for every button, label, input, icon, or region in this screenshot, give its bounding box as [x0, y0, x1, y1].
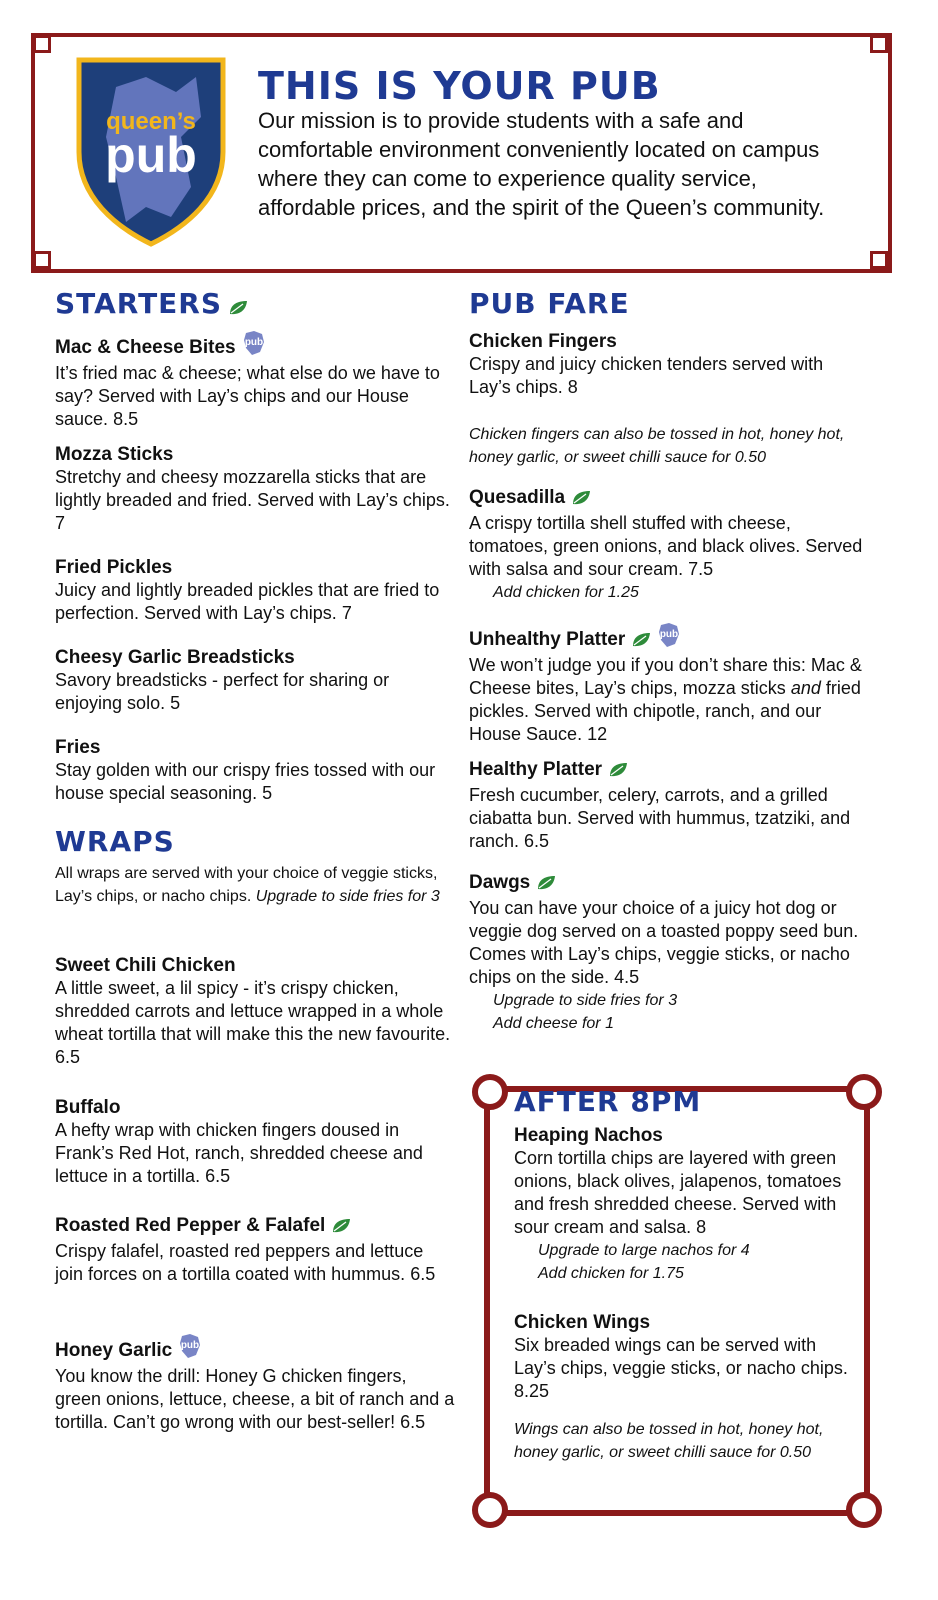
item-title: Buffalo: [55, 1097, 121, 1118]
desc-text: A little sweet, a lil spicy - it’s crispy chicken, shredded carrots and lettuce wrapped in a whole wheat tortilla that will make this the new favourite.: [55, 978, 451, 1044]
frame-corner: [33, 35, 51, 53]
item-addon: Upgrade to large nachos for 4: [538, 1242, 750, 1259]
item-title: Mozza Sticks: [55, 444, 174, 465]
section-title: AFTER 8PM: [514, 1085, 702, 1118]
item-description: [55, 362, 455, 431]
item-price: 8: [696, 1217, 707, 1237]
menu-item: [55, 443, 455, 535]
item-description: [469, 897, 869, 989]
vegetarian-leaf-icon: [608, 761, 628, 784]
menu-item: [55, 330, 455, 431]
desc-text: You know the drill: Honey G chicken fingers, green onions, lettuce, cheese, a bit of ranch and a tortilla. Can’t go wrong with our best-seller!: [55, 1366, 455, 1432]
menu-item: [469, 486, 869, 604]
after8-note: Wings can also be tossed in hot, honey hot, honey garlic, or sweet chilli sauce for 0.50: [514, 1421, 824, 1461]
item-addon: Add chicken for 1.25: [493, 584, 639, 601]
item-price: 6.5: [400, 1412, 426, 1432]
wraps-note-upgrade: Upgrade to side fries for 3: [255, 888, 440, 905]
frame-notch: [846, 1492, 882, 1528]
page-title: THIS IS YOUR PUB: [258, 64, 661, 108]
desc-text: Stay golden with our crispy fries tossed with our house special seasoning.: [55, 760, 436, 803]
item-title: Cheesy Garlic Breadsticks: [55, 647, 295, 668]
menu-item: [55, 1333, 455, 1434]
section-heading: [55, 287, 248, 323]
item-price: 7: [341, 603, 352, 623]
section-heading: [55, 825, 175, 858]
vegetarian-leaf-icon: [571, 489, 591, 512]
item-price: 8.25: [514, 1381, 550, 1401]
section-title: STARTERS: [55, 287, 223, 320]
item-description: [55, 1240, 455, 1286]
vegetarian-leaf-icon: [631, 631, 651, 654]
item-title: Mac & Cheese Bites: [55, 337, 236, 358]
svg-text:pub: pub: [660, 629, 679, 640]
item-title: Healthy Platter: [469, 759, 603, 780]
item-description: [55, 1365, 455, 1434]
pub-favourite-icon: [242, 330, 266, 362]
section-title: WRAPS: [55, 825, 175, 858]
desc-text: You can have your choice of a juicy hot dog or veggie dog served on a toasted poppy seed bun. Comes with Lay’s chips, veggie sticks, or nacho chips on the side.: [469, 898, 859, 987]
item-description: [469, 512, 869, 581]
menu-item: [55, 1214, 455, 1286]
menu-item: [469, 330, 869, 399]
desc-text: Juicy and lightly breaded pickles that are fried to perfection. Served with Lay’s chips.: [55, 580, 440, 623]
svg-text:pub: pub: [244, 337, 263, 348]
item-addon: Upgrade to side fries for 3: [493, 992, 678, 1009]
item-description: [514, 1147, 849, 1239]
item-price: 7.5: [688, 559, 714, 579]
menu-item: [55, 736, 455, 805]
wraps-note-text: All wraps are served with your choice of veggie sticks, Lay’s chips, or nacho chips.: [55, 865, 438, 905]
pubfare-note: Chicken fingers can also be tossed in hot, honey hot, honey garlic, or sweet chilli sauce for 0.50: [469, 426, 845, 466]
item-description: [469, 353, 869, 399]
item-description: [55, 579, 455, 625]
item-price: 8: [567, 377, 578, 397]
vegetarian-leaf-icon: [331, 1217, 351, 1240]
frame-corner: [870, 35, 888, 53]
item-description: [469, 784, 869, 853]
frame-corner: [33, 251, 51, 269]
frame-notch: [472, 1074, 508, 1110]
menu-item: [55, 1096, 455, 1188]
svg-text:queen’s: queen’s: [106, 108, 196, 135]
item-addon: Add chicken for 1.75: [538, 1265, 684, 1282]
desc-emphasis: and: [790, 678, 821, 698]
svg-text:pub: pub: [105, 127, 197, 183]
item-price: 8.5: [113, 409, 139, 429]
desc-text: Stretchy and cheesy mozzarella sticks that are lightly breaded and fried. Served with Lay’s chips.: [55, 467, 450, 510]
menu-item: [469, 622, 869, 746]
item-title: Dawgs: [469, 872, 531, 893]
item-title: Honey Garlic: [55, 1340, 173, 1361]
item-title: Chicken Fingers: [469, 331, 617, 352]
section-heading: [514, 1085, 701, 1118]
queens-pub-logo: [76, 57, 226, 247]
section-title: PUB FARE: [469, 287, 630, 320]
item-description: [55, 669, 455, 715]
item-title: Fries: [55, 737, 101, 758]
frame-corner: [870, 251, 888, 269]
item-title: Heaping Nachos: [514, 1125, 663, 1146]
desc-text: We won’t judge you if you don’t share this: Mac & Cheese bites, Lay’s chips, mozza sticks and fried pickles. Served with chipotle, ranch, and our House Sauce.: [469, 655, 862, 744]
item-title: Roasted Red Pepper & Falafel: [55, 1215, 326, 1236]
item-description: [469, 654, 869, 746]
vegetarian-leaf-icon: [228, 290, 248, 323]
item-price: 6.5: [524, 831, 550, 851]
vegetarian-leaf-icon: [536, 874, 556, 897]
wraps-note: [55, 862, 440, 908]
desc-text: Six breaded wings can be served with Lay’s chips, veggie sticks, or nacho chips.: [514, 1335, 848, 1378]
desc-text: Savory breadsticks - perfect for sharing or enjoying solo.: [55, 670, 390, 713]
item-title: Fried Pickles: [55, 557, 173, 578]
menu-item: [469, 758, 869, 853]
item-description: [55, 759, 455, 805]
desc-text: Crispy falafel, roasted red peppers and lettuce join forces on a tortilla coated with hummus.: [55, 1241, 424, 1284]
desc-text: Crispy and juicy chicken tenders served with Lay’s chips.: [469, 354, 824, 397]
item-description: [55, 466, 455, 535]
menu-item: [55, 954, 455, 1069]
desc-text: It’s fried mac & cheese; what else do we have to say? Served with Lay’s chips and our House sauce.: [55, 363, 440, 429]
item-price: 7: [55, 513, 66, 533]
menu-item: [55, 646, 455, 715]
item-price: 6.5: [205, 1166, 231, 1186]
menu-item: [514, 1124, 849, 1285]
frame-notch: [846, 1074, 882, 1110]
desc-text: A hefty wrap with chicken fingers doused in Frank’s Red Hot, ranch, shredded cheese and lettuce in a tortilla.: [55, 1120, 423, 1186]
menu-item: [55, 556, 455, 625]
item-price: 4.5: [614, 967, 640, 987]
item-title: Sweet Chili Chicken: [55, 955, 236, 976]
frame-notch: [472, 1492, 508, 1528]
pub-favourite-icon: [657, 622, 681, 654]
item-title: Unhealthy Platter: [469, 629, 626, 650]
menu-item: [514, 1311, 849, 1403]
item-title: Quesadilla: [469, 487, 566, 508]
item-price: 6.5: [410, 1264, 436, 1284]
section-heading: [469, 287, 630, 320]
mission-statement: Our mission is to provide students with a safe and comfortable environment conveniently located on campus where they can come to experience quality service, affordable prices, and the spirit of the Queen’s community.: [258, 108, 825, 220]
pub-favourite-icon: [178, 1333, 202, 1365]
menu-item: [469, 871, 869, 1035]
desc-text: A crispy tortilla shell stuffed with cheese, tomatoes, green onions, and black olives. Served with salsa and sour cream.: [469, 513, 863, 579]
item-price: 5: [170, 693, 181, 713]
item-title: Chicken Wings: [514, 1312, 651, 1333]
item-description: [55, 1119, 455, 1188]
item-description: [514, 1334, 849, 1403]
desc-text: Fresh cucumber, celery, carrots, and a grilled ciabatta bun. Served with hummus, tzatziki, and ranch.: [469, 785, 851, 851]
svg-text:pub: pub: [181, 1340, 200, 1351]
item-price: 5: [262, 783, 273, 803]
item-price: 12: [587, 724, 608, 744]
item-description: [55, 977, 455, 1069]
desc-text: Corn tortilla chips are layered with green onions, black olives, jalapenos, tomatoes and fresh shredded cheese. Served with sour cream and salsa.: [514, 1148, 842, 1237]
item-addon: Add cheese for 1: [493, 1015, 614, 1032]
item-price: 6.5: [55, 1047, 81, 1067]
